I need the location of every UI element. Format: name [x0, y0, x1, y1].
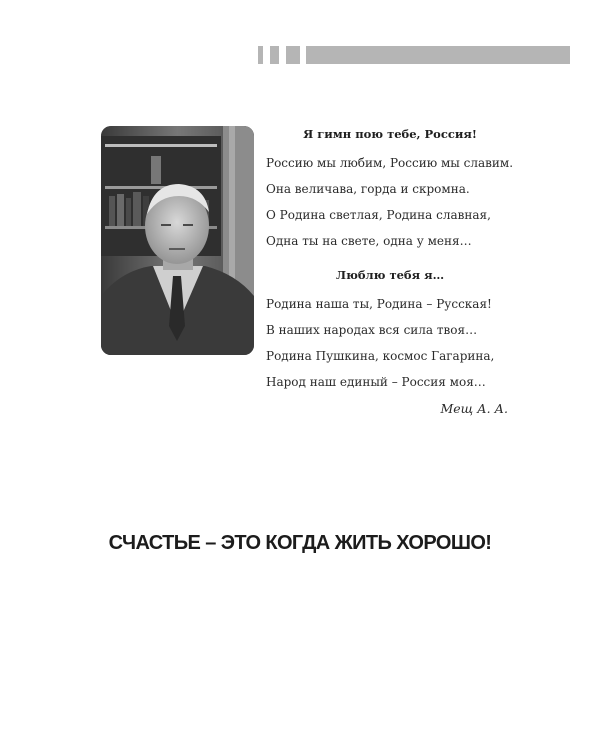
section-heading: СЧАСТЬЕ – ЭТО КОГДА ЖИТЬ ХОРОШО! — [108, 532, 492, 554]
author-portrait-photo — [101, 126, 254, 355]
poem-line: Россию мы любим, Россию мы славим. — [266, 156, 514, 170]
portrait-photo-icon — [101, 126, 254, 355]
poem-line: Одна ты на свете, одна у меня… — [266, 234, 472, 248]
header-bar-long-segment — [306, 46, 570, 64]
header-bar-segment — [270, 46, 279, 64]
header-decoration-bar — [258, 46, 570, 64]
poem-line: Родина наша ты, Родина – Русская! — [266, 297, 492, 311]
poem-line: Она величава, горда и скромна. — [266, 182, 470, 196]
poem-block — [266, 122, 514, 422]
poem-line: В наших народах вся сила твоя… — [266, 323, 478, 337]
header-bar-segment — [258, 46, 263, 64]
stanza-title: Я гимн пою тебе, Россия! — [303, 127, 477, 141]
poem-line: Родина Пушкина, космос Гагарина, — [266, 349, 495, 363]
header-bar-segment — [286, 46, 300, 64]
poem-line: О Родина светлая, Родина славная, — [266, 208, 491, 222]
poem-line: Народ наш единый – Россия моя… — [266, 375, 486, 389]
poem-author: Мещ А. А. — [440, 401, 508, 416]
stanza-title: Люблю тебя я… — [335, 268, 445, 282]
